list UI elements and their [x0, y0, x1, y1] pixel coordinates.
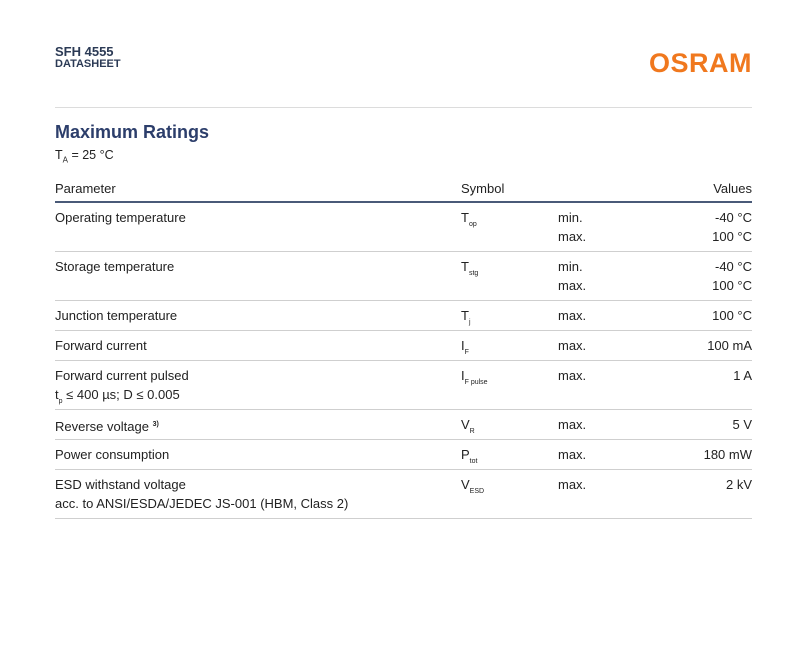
header-parameter: Parameter — [55, 181, 116, 196]
parameter-cell: ESD withstand voltage — [55, 477, 186, 492]
parameter-cell: Forward current — [55, 338, 147, 353]
product-name: SFH 4555 — [55, 44, 114, 59]
qualifier-cell: max. — [558, 477, 587, 492]
table-row — [55, 470, 752, 519]
qualifier-cell: max. — [558, 278, 587, 293]
qualifier-cell: min. — [558, 259, 583, 274]
value-cell: 100 mA — [707, 338, 752, 353]
qualifier-cell: max. — [558, 229, 587, 244]
header-divider — [55, 107, 752, 108]
header-values: Values — [713, 181, 752, 196]
symbol-cell: $T_{op}$ — [461, 210, 477, 228]
table-row — [55, 361, 752, 410]
symbol-cell: $P_{tot}$ — [461, 447, 478, 465]
table-row — [55, 203, 752, 252]
symbol-cell: $T_j$ — [461, 308, 471, 326]
document-type: DATASHEET — [55, 58, 121, 70]
symbol-cell: $V_R$ — [461, 417, 475, 435]
table-row — [55, 410, 752, 440]
qualifier-cell: max. — [558, 368, 587, 383]
osram-logo: OSRAM — [649, 48, 752, 78]
section-title: Maximum Ratings — [55, 122, 210, 142]
qualifier-cell: max. — [558, 308, 587, 323]
table-row — [55, 440, 752, 470]
table-row — [55, 301, 752, 331]
qualifier-cell: max. — [558, 338, 587, 353]
value-cell: 2 kV — [725, 477, 752, 492]
parameter-cell: Storage temperature — [55, 259, 175, 274]
value-cell: 5 V — [732, 417, 752, 432]
parameter-cell: Forward current pulsed — [55, 368, 189, 383]
table-header — [55, 176, 752, 203]
symbol-cell: $V_{ESD}$ — [461, 477, 485, 495]
parameter-cell: Junction temperature — [55, 308, 178, 323]
qualifier-cell: min. — [558, 210, 583, 225]
value-cell: 1 A — [733, 368, 752, 383]
test-condition — [55, 148, 114, 165]
value-cell: 100 °C — [712, 278, 752, 293]
symbol-cell: $T_{stg}$ — [461, 259, 479, 277]
value-cell: 100 °C — [712, 308, 752, 323]
symbol-cell: $I_F$ — [461, 338, 469, 356]
condition-symbol: T — [55, 148, 63, 162]
qualifier-cell: max. — [558, 447, 587, 462]
header-symbol: Symbol — [461, 181, 505, 196]
value-cell: -40 °C — [715, 210, 752, 225]
parameter-cell: Operating temperature — [55, 210, 186, 225]
ratings-table — [55, 176, 752, 519]
condition-value: = 25 °C — [67, 148, 114, 162]
parameter-condition: $t_p \le 400$ µs; D ≤ 0.005 — [55, 387, 180, 405]
parameter-condition: acc. to ANSI/ESDA/JEDEC JS-001 (HBM, Class 2) — [55, 496, 349, 511]
value-cell: 100 °C — [712, 229, 752, 244]
qualifier-cell: max. — [558, 417, 587, 432]
parameter-cell: Reverse voltage $^{3)}$ — [55, 419, 159, 434]
footnote-marker: 3) — [152, 421, 159, 428]
value-cell: -40 °C — [715, 259, 752, 274]
page-header — [55, 46, 752, 106]
symbol-cell: $I_{F pulse}$ — [461, 368, 488, 386]
table-row — [55, 331, 752, 361]
parameter-cell: Power consumption — [55, 447, 170, 462]
value-cell: 180 mW — [703, 447, 752, 462]
table-row — [55, 252, 752, 301]
condition-subscript: A — [62, 155, 68, 165]
